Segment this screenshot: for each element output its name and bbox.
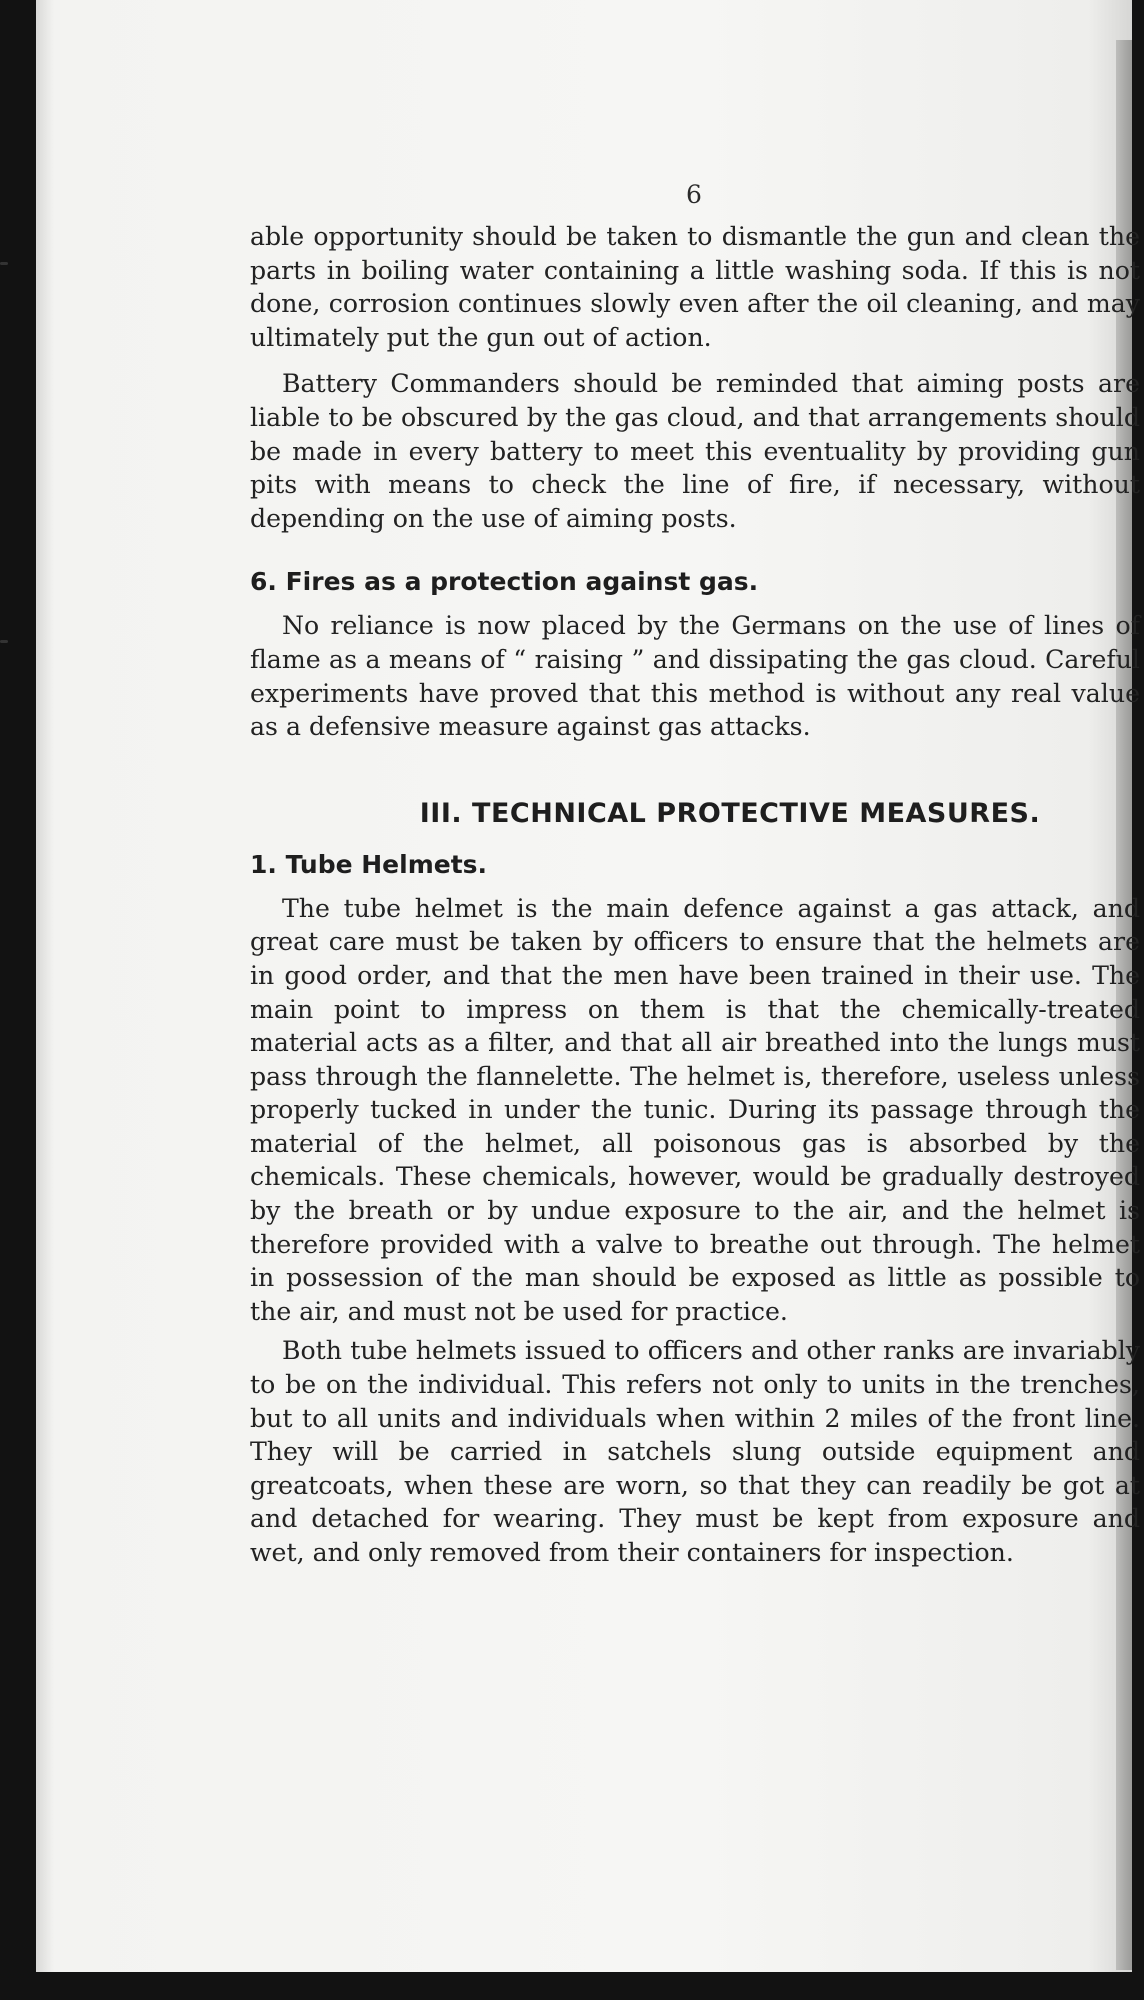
heading-tube-helmets: 1. Tube Helmets. xyxy=(250,849,488,879)
paragraph-tube-helmet-defence: The tube helmet is the main defence against a gas attack, and great care must be taken by officers to ensure that the helmets are in good order, and that the men have been trained in their use. The main point to impress on them is that the chemically-treated material acts as a filter, and that all air breathed into the lungs must pass through the flannelette. The helmet is, therefore, useless unless properly tucked in under the tunic. During its passage through the material of the helmet, all poisonous gas is absorbed by the chemicals. These chemicals, however, would be gradually destroyed by the breath or by undue exposure to the air, and the helmet is therefore provided with a valve to breathe out through. The helmet in possession of the man should be exposed as little as possible to the air, and must not be used for practice. xyxy=(250,893,1140,1326)
heading-fires: 6. Fires as a protection against gas. xyxy=(250,567,759,597)
scan-mark xyxy=(0,640,8,643)
document-page xyxy=(36,0,1140,1972)
paragraph-gun-cleaning: able opportunity should be taken to dismantle the gun and clean the parts in boiling water containing a little washing soda. If this is not done, corrosion continues slowly even after the oil cleaning, and may ultimately put the gun out of action. xyxy=(250,222,1140,352)
page-number: 6 xyxy=(686,180,702,209)
scan-mark xyxy=(0,262,8,265)
paragraph-aiming-posts: Battery Commanders should be reminded that aiming posts are liable to be obscured by the gas cloud, and that arrangements should be made in every battery to meet this eventuality by providing gun pits with means to check the line of fire, if necessary, without depending on the use of aiming posts. xyxy=(250,369,1140,533)
paragraph-tube-helmet-carry: Both tube helmets issued to officers and other ranks are invariably to be on the individual. This refers not only to units in the trenches, but to all units and individuals when within 2 miles of the front line. They will be carried in satchels slung outside equipment and greatcoats, when these are worn, so that they can readily be got at and detached for wearing. They must be kept from exposure and wet, and only removed from their containers for inspection. xyxy=(250,1336,1140,1567)
paragraph-fires: No reliance is now placed by the Germans on the use of lines of flame as a means of “ raising ” and dissipating the gas cloud. Careful experiments have proved that this method is without any real value as a defensive measure against gas attacks. xyxy=(250,611,1140,742)
heading-section-iii: III. TECHNICAL PROTECTIVE MEASURES. xyxy=(419,797,1041,829)
page-body xyxy=(250,220,1140,1570)
